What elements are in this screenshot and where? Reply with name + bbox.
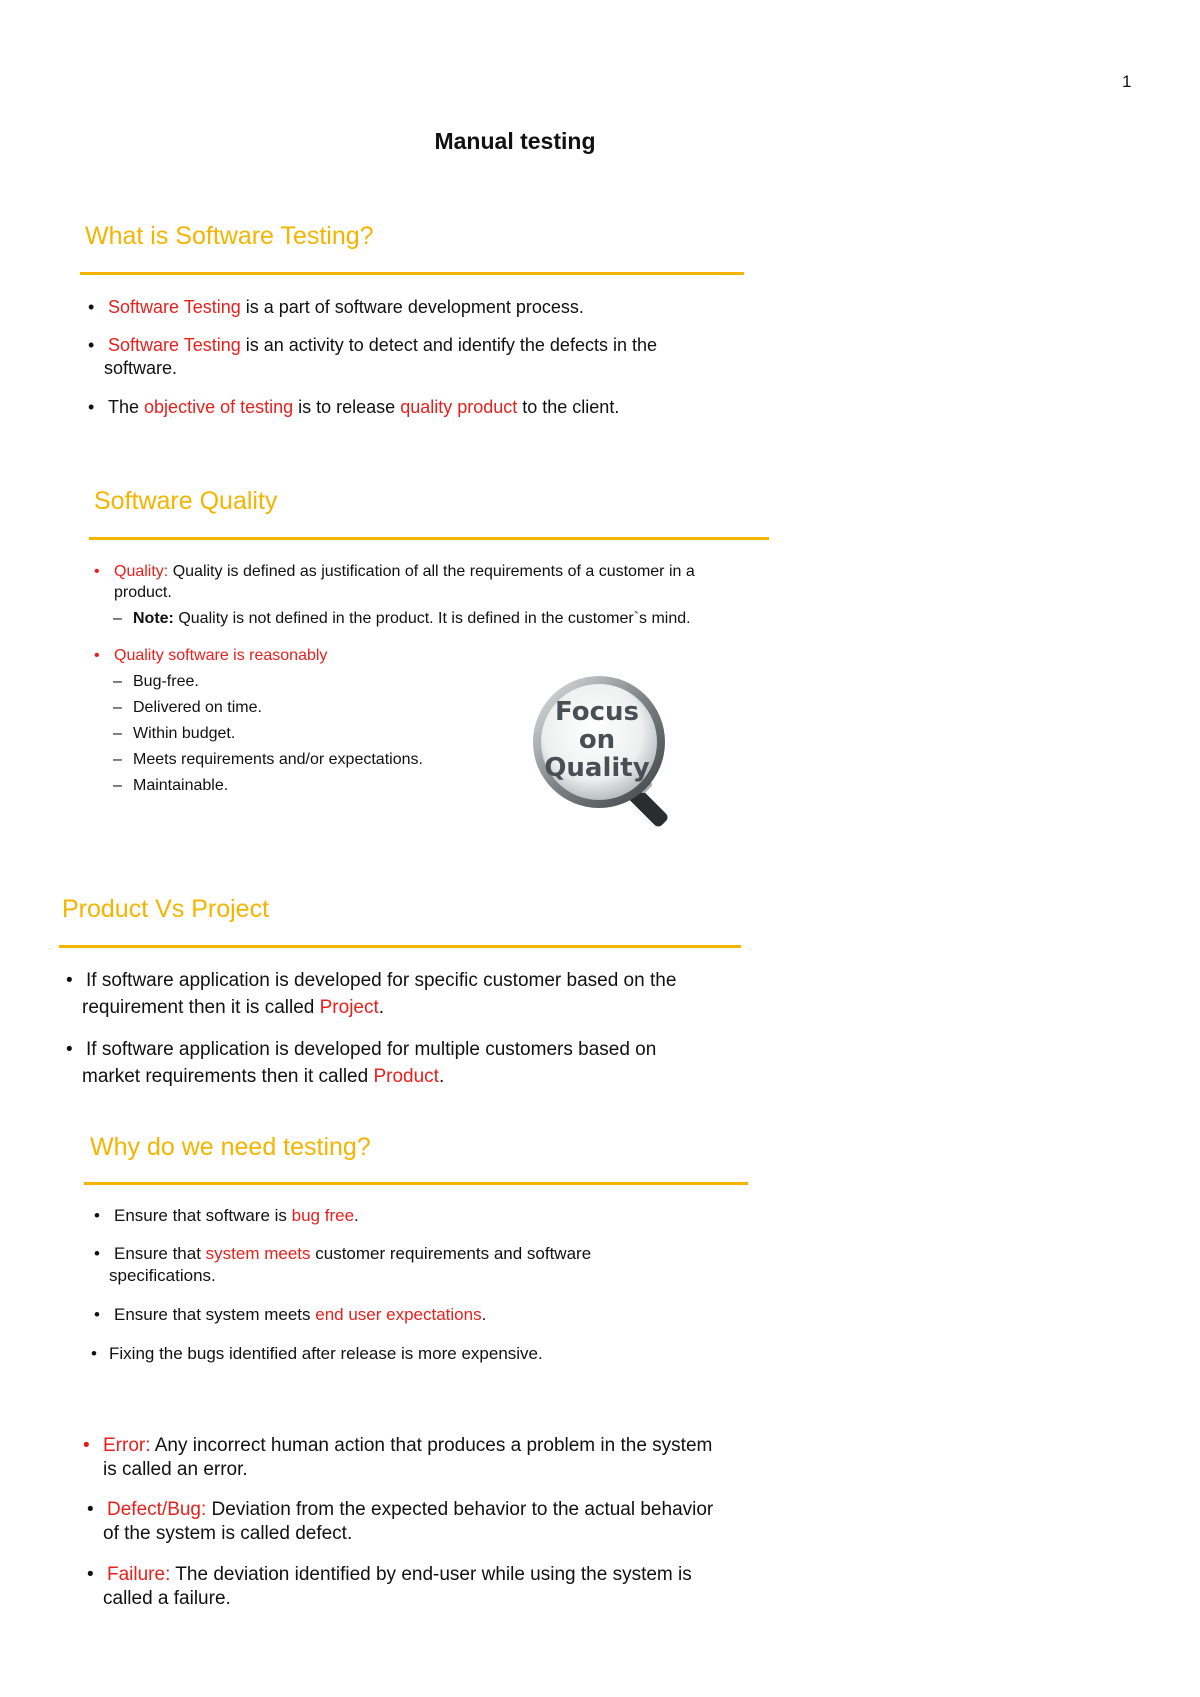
section-heading-why: Why do we need testing?: [90, 1133, 371, 1161]
sub-item: – Meets requirements and/or expectations.: [113, 751, 423, 768]
dash-icon: –: [113, 610, 122, 627]
bullet-icon: •: [66, 970, 73, 991]
bullet-icon: •: [94, 1305, 100, 1324]
section-rule: [59, 945, 741, 948]
list-item: • Software Testing is a part of software development process.: [88, 297, 584, 317]
section-heading-product: Product Vs Project: [62, 895, 270, 923]
bullet-icon: •: [94, 563, 100, 580]
list-item: • Ensure that system meets customer requirements and software: [94, 1244, 592, 1263]
list-item: • If software application is developed for multiple customers based on: [86, 1037, 766, 1063]
list-item-continuation: software.: [104, 358, 178, 378]
bullet-icon: •: [91, 1344, 97, 1363]
section-heading-quality: Software Quality: [94, 487, 278, 515]
list-item-continuation: requirement then it is called Project.: [82, 997, 385, 1018]
list-item: • Quality: Quality is defined as justification of all the requirements of a customer in a: [94, 563, 695, 580]
bullet-icon: •: [83, 1435, 90, 1456]
note-item: – Note: Quality is not defined in the product. It is defined in the customer`s mind.: [113, 610, 691, 627]
section-heading-what: What is Software Testing?: [85, 222, 374, 250]
definition-defect-continuation: of the system is called defect.: [103, 1523, 353, 1544]
page-number: 1: [1122, 72, 1132, 91]
sub-item: – Delivered on time.: [113, 699, 262, 716]
list-item: • Fixing the bugs identified after release is more expensive.: [91, 1344, 543, 1363]
section-rule: [84, 1182, 748, 1185]
list-item: • The objective of testing is to release quality product to the client.: [88, 397, 620, 417]
list-item: • Ensure that software is bug free.: [94, 1206, 359, 1225]
section-rule: [80, 272, 744, 275]
focus-on-quality-magnifier-icon: [527, 670, 687, 830]
bullet-icon: •: [66, 1039, 73, 1060]
bullet-icon: •: [88, 297, 95, 317]
page-title: Manual testing: [434, 128, 596, 154]
list-item: • Quality software is reasonably: [94, 647, 328, 664]
dash-icon: –: [113, 777, 122, 794]
bullet-icon: •: [88, 397, 95, 417]
bullet-icon: •: [94, 647, 100, 664]
section-rule: [89, 537, 769, 540]
list-item: • Software Testing is an activity to detect and identify the defects in the: [88, 335, 657, 355]
bullet-icon: •: [87, 1564, 94, 1585]
list-item: • If software application is developed for specific customer based on the: [86, 968, 766, 994]
dash-icon: –: [113, 699, 122, 716]
dash-icon: –: [113, 725, 122, 742]
bullet-icon: •: [88, 335, 95, 355]
definition-failure-continuation: called a failure.: [103, 1588, 231, 1609]
sub-item: – Maintainable.: [113, 777, 229, 794]
definition-defect: • Defect/Bug: Deviation from the expected behavior to the actual behavior: [107, 1497, 787, 1523]
sub-item: – Within budget.: [113, 725, 236, 742]
image-text-quality: Quality: [544, 753, 650, 783]
image-text-focus: Focus: [555, 697, 639, 727]
list-item-continuation: market requirements then it called Product.: [82, 1066, 445, 1087]
definition-error: • Error: Any incorrect human action that produces a problem in the system: [103, 1433, 783, 1459]
bullet-icon: •: [94, 1244, 100, 1263]
definition-error-continuation: is called an error.: [103, 1459, 248, 1480]
list-item-continuation: specifications.: [109, 1266, 216, 1285]
list-item: • Ensure that system meets end user expectations.: [94, 1305, 487, 1324]
definition-failure: • Failure: The deviation identified by end-user while using the system is: [107, 1562, 787, 1588]
image-text-on: on: [578, 725, 616, 755]
dash-icon: –: [113, 673, 122, 690]
sub-item: – Bug-free.: [113, 673, 199, 690]
dash-icon: –: [113, 751, 122, 768]
bullet-icon: •: [94, 1206, 100, 1225]
list-item-continuation: product.: [114, 584, 172, 601]
bullet-icon: •: [87, 1499, 94, 1520]
